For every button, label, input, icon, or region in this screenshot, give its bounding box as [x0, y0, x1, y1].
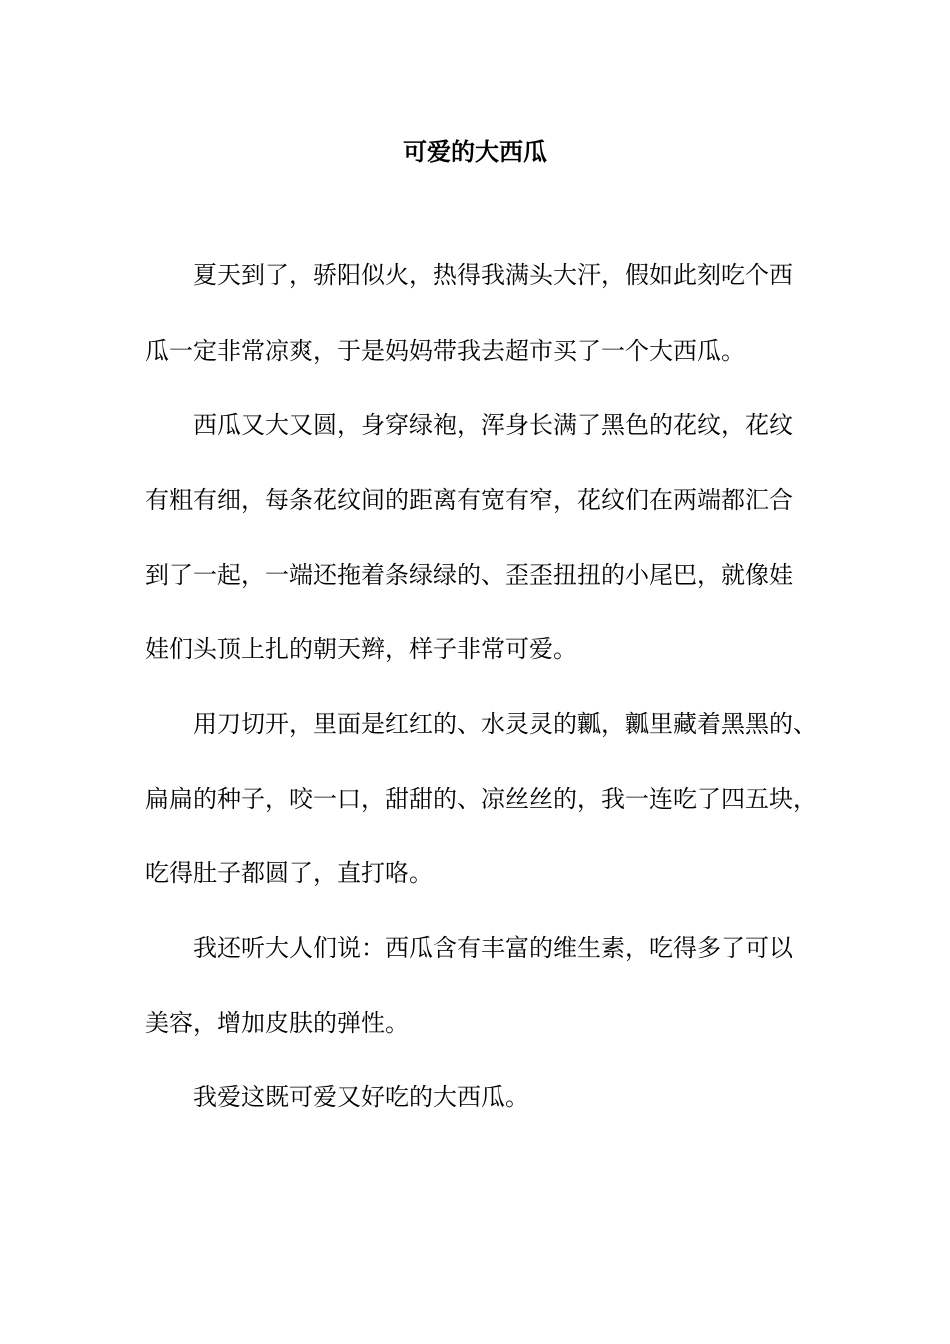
- paragraph-5-line-1: 我爱这既可爱又好吃的大西瓜。: [193, 1083, 529, 1111]
- paragraph-1-line-2: 瓜一定非常凉爽，于是妈妈带我去超市买了一个大西瓜。: [145, 337, 745, 365]
- paragraph-3-line-2: 扁扁的种子，咬一口，甜甜的、凉丝丝的，我一连吃了四五块，: [145, 785, 817, 813]
- paragraph-4-line-2: 美容，增加皮肤的弹性。: [145, 1009, 409, 1037]
- paragraph-3-line-1: 用刀切开，里面是红红的、水灵灵的瓤，瓤里藏着黑黑的、: [193, 710, 817, 738]
- page-title: 可爱的大西瓜: [403, 137, 547, 166]
- paragraph-2-line-4: 娃们头顶上扎的朝天辫，样子非常可爱。: [145, 635, 577, 663]
- paragraph-1-line-1: 夏天到了，骄阳似火，热得我满头大汗，假如此刻吃个西: [193, 261, 793, 289]
- paragraph-2-line-1: 西瓜又大又圆，身穿绿袍，浑身长满了黑色的花纹，花纹: [193, 411, 793, 439]
- paragraph-2-line-3: 到了一起，一端还拖着条绿绿的、歪歪扭扭的小尾巴，就像娃: [145, 561, 793, 589]
- paragraph-3-line-3: 吃得肚子都圆了，直打咯。: [145, 859, 433, 887]
- paragraph-4-line-1: 我还听大人们说：西瓜含有丰富的维生素，吃得多了可以: [193, 934, 793, 962]
- paragraph-2-line-2: 有粗有细，每条花纹间的距离有宽有窄，花纹们在两端都汇合: [145, 486, 793, 514]
